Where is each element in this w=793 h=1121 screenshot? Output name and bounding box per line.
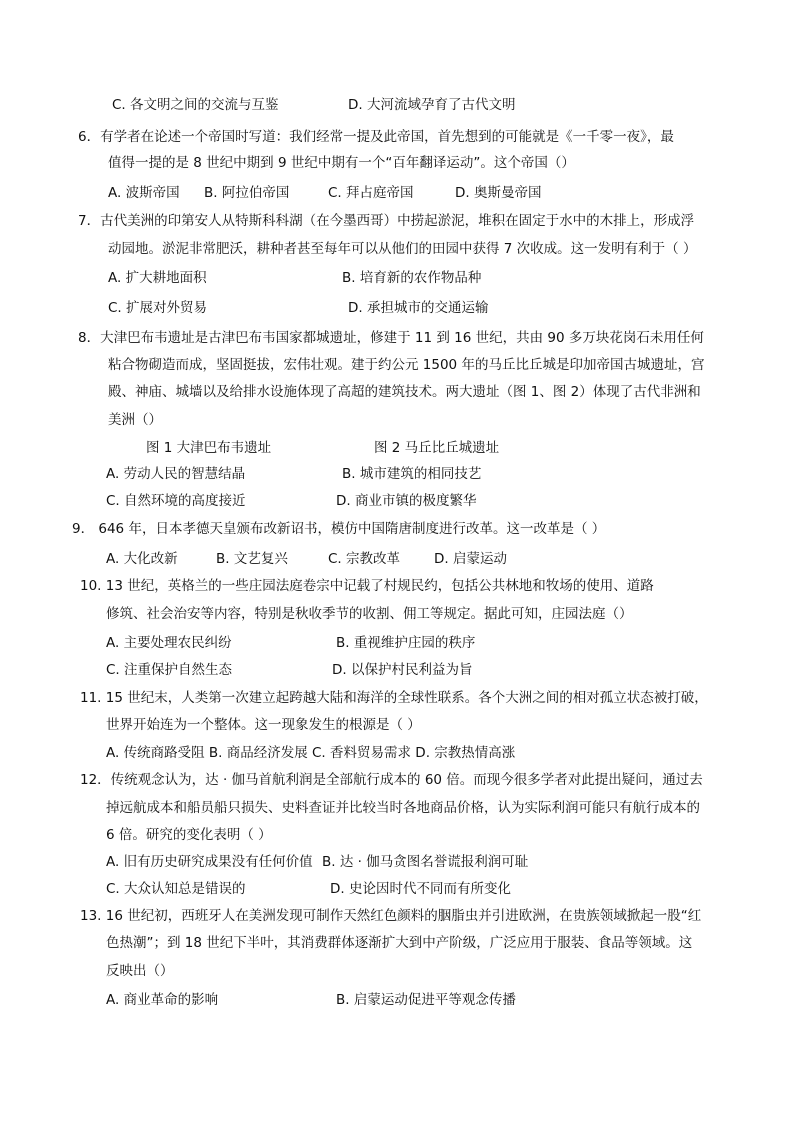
q5-option-d: D. 大河流域孕育了古代文明 (348, 97, 516, 113)
q9-option-c: C. 宗教改革 (328, 551, 401, 567)
q6-option-a: A. 波斯帝国 (108, 185, 180, 201)
q10-option-b: B. 重视维护庄园的秩序 (336, 635, 476, 651)
q9-option-d: D. 启蒙运动 (434, 551, 507, 567)
q10-option-c: C. 注重保护自然生态 (106, 662, 233, 678)
q11-options-line: A. 传统商路受阻 B. 商品经济发展 C. 香料贸易需求 D. 宗教热情高涨 (106, 745, 516, 761)
q10-stem-line-2: 修筑、社会治安等内容，特别是秋收季节的收割、佣工等规定。据此可知，庄园法庭（） (106, 606, 633, 622)
q8-option-c: C. 自然环境的高度接近 (106, 493, 246, 509)
q8-figure-1-caption: 图 1 大津巴布韦遗址 (146, 440, 272, 456)
q12-option-a: A. 旧有历史研究成果没有任何价值 (106, 854, 313, 870)
q8-figure-2-caption: 图 2 马丘比丘城遗址 (374, 440, 500, 456)
q13-stem-line-2: 色热潮”；到 18 世纪下半叶，其消费群体逐渐扩大到中产阶级，广泛应用于服装、食品等领域。这 (106, 935, 693, 951)
q12-stem-line-2: 掉远航成本和船员船只损失、史料查证并比较当时各地商品价格，认为实际利润可能只有航行成本的 (106, 800, 700, 816)
q8-stem-line-2: 粘合物砌造而成，坚固挺拔，宏伟壮观。建于约公元 1500 年的马丘比丘城是印加帝国古城遗址，宫 (108, 357, 705, 373)
q6-stem-line-2: 值得一提的是 8 世纪中期到 9 世纪中期有一个“百年翻译运动”。这个帝国（） (108, 155, 575, 171)
q12-option-d: D. 史论因时代不同而有所变化 (330, 881, 511, 897)
q12-stem-line-1: 12．传统观念认为，达 · 伽马首航利润是全部航行成本的 60 倍。而现今很多学者对此提出疑问，通过去 (80, 772, 703, 788)
q8-option-b: B. 城市建筑的相同技艺 (342, 466, 482, 482)
q8-stem-line-1: 8．大津巴布韦遗址是古津巴布韦国家都城遗址，修建于 11 到 16 世纪，共由 90 多万块花岗石未用任何 (78, 330, 704, 346)
q12-option-b: B. 达 · 伽马贪图名誉谎报利润可耻 (322, 854, 529, 870)
q7-stem-line-1: 7．古代美洲的印第安人从特斯科科湖（在今墨西哥）中捞起淤泥，堆积在固定于水中的木排上，形成浮 (78, 213, 695, 229)
q13-option-b: B. 启蒙运动促进平等观念传播 (336, 992, 516, 1008)
q11-stem-line-1: 11. 15 世纪末，人类第一次建立起跨越大陆和海洋的全球性联系。各个大洲之间的相对孤立状态被打破， (80, 690, 708, 706)
q5-option-c: C. 各文明之间的交流与互鉴 (112, 97, 279, 113)
q9-stem-line-1: 9． 646 年，日本孝德天皇颁布改新诏书，模仿中国隋唐制度进行改革。这一改革是（ ） (72, 521, 606, 537)
q7-stem-line-2: 动园地。淤泥非常肥沃，耕种者甚至每年可以从他们的田园中获得 7 次收成。这一发明有利于（ ） (108, 241, 697, 257)
q9-option-a: A. 大化改新 (106, 551, 178, 567)
q10-option-a: A. 主要处理农民纠纷 (106, 635, 232, 651)
q11-stem-line-2: 世界开始连为一个整体。这一现象发生的根源是（ ） (106, 717, 421, 733)
q13-option-a: A. 商业革命的影响 (106, 992, 219, 1008)
q6-option-c: C. 拜占庭帝国 (328, 185, 414, 201)
q7-option-b: B. 培育新的农作物品种 (342, 270, 482, 286)
q6-option-d: D. 奥斯曼帝国 (455, 185, 542, 201)
q7-option-c: C. 扩展对外贸易 (108, 300, 208, 316)
q7-option-d: D. 承担城市的交通运输 (348, 300, 489, 316)
q6-option-b: B. 阿拉伯帝国 (204, 185, 290, 201)
q12-stem-line-3: 6 倍。研究的变化表明（ ） (106, 827, 272, 843)
q13-stem-line-3: 反映出（） (106, 963, 174, 979)
q7-option-a: A. 扩大耕地面积 (108, 270, 207, 286)
q8-stem-line-4: 美洲（） (108, 412, 162, 428)
q6-stem-line-1: 6．有学者在论述一个帝国时写道：我们经常一提及此帝国，首先想到的可能就是《一千零一夜》，最 (78, 129, 674, 145)
q10-option-d: D. 以保护村民利益为旨 (332, 662, 473, 678)
q9-option-b: B. 文艺复兴 (216, 551, 288, 567)
q8-option-a: A. 劳动人民的智慧结晶 (106, 466, 246, 482)
q8-option-d: D. 商业市镇的极度繁华 (336, 493, 477, 509)
q12-option-c: C. 大众认知总是错误的 (106, 881, 246, 897)
q10-stem-line-1: 10. 13 世纪，英格兰的一些庄园法庭卷宗中记载了村规民约，包括公共林地和牧场的使用、道路 (80, 578, 654, 594)
q8-stem-line-3: 殿、神庙、城墙以及给排水设施体现了高超的建筑技术。两大遗址（图 1、图 2）体现了古代非洲和 (108, 384, 701, 400)
q13-stem-line-1: 13. 16 世纪初，西班牙人在美洲发现可制作天然红色颜料的胭脂虫并引进欧洲，在贵族领域掀起一股“红 (80, 908, 702, 924)
